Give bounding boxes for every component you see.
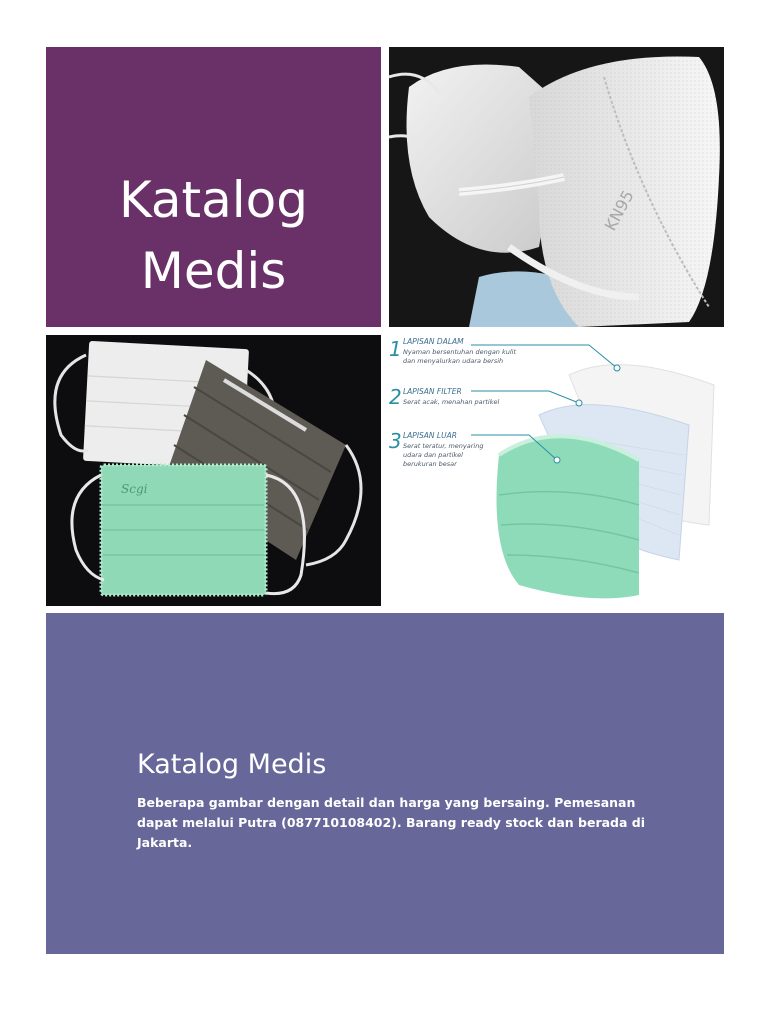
layer-2-number: 2 xyxy=(389,385,402,409)
kn95-mask-image xyxy=(389,47,724,327)
layer-3-desc-3: berukuran besar xyxy=(403,460,457,468)
kn95-print-label: KN95 xyxy=(600,187,638,234)
mask-layers-image xyxy=(389,335,724,606)
layer-2-title: LAPISAN FILTER xyxy=(403,387,462,396)
kn95-mask-photo xyxy=(389,47,724,327)
layer-3-desc-1: Serat teratur, menyaring xyxy=(403,442,484,450)
layer-1-desc-1: Nyaman bersentuhan dengan kulit xyxy=(403,348,517,356)
layer-1-desc-2: dan menyalurkan udara bersih xyxy=(403,357,504,365)
layer-1-number: 1 xyxy=(389,337,402,361)
surgical-masks-image xyxy=(46,335,381,606)
cover-title-line-2: Medis xyxy=(140,242,287,300)
mask-layers-diagram xyxy=(389,335,724,606)
info-description: Beberapa gambar dengan detail dan harga yang bersaing. Pemesanan dapat melalui Putra (087710108402). Barang ready stock dan berada di Jakarta. xyxy=(137,795,646,850)
cover-title-line-1: Katalog xyxy=(118,171,308,229)
cover-title-panel xyxy=(46,47,381,327)
layer-3-desc-2: udara dan partikel xyxy=(403,451,463,459)
surgical-masks-photo xyxy=(46,335,381,606)
layer-2-desc-1: Serat acak, menahan partikel xyxy=(403,398,500,406)
info-panel xyxy=(46,613,724,954)
info-heading: Katalog Medis xyxy=(137,749,327,780)
layer-3-number: 3 xyxy=(389,429,402,453)
mask-brand-print: Scgi xyxy=(121,482,148,496)
layer-1-title: LAPISAN DALAM xyxy=(403,337,464,346)
layer-3-title: LAPISAN LUAR xyxy=(403,431,457,440)
